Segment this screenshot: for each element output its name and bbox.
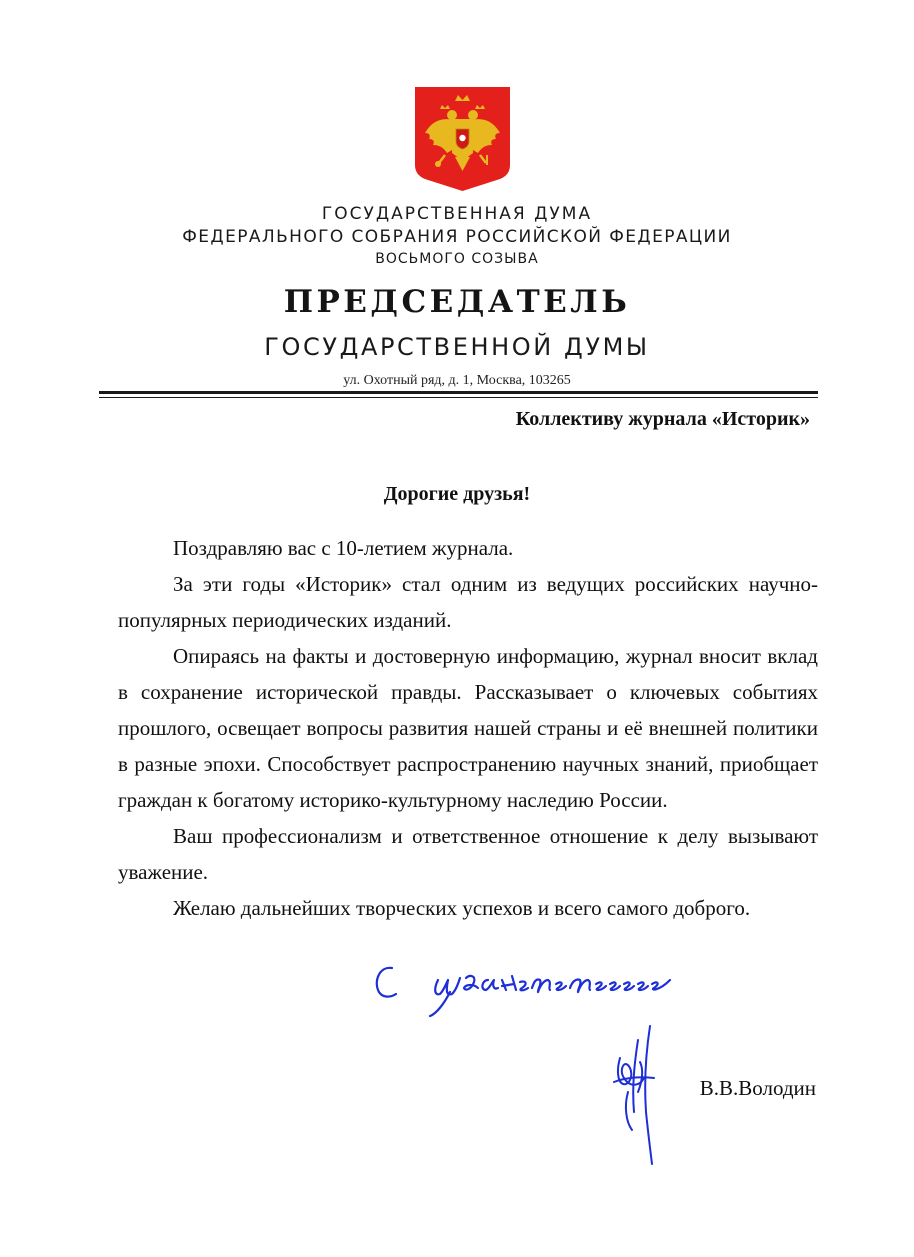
body-paragraph: Желаю дальнейших творческих успехов и всего самого доброго. xyxy=(173,896,751,920)
org-line-1: ГОСУДАРСТВЕННАЯ ДУМА xyxy=(321,204,593,224)
org-line-3: ВОСЬМОГО СОЗЫВА xyxy=(375,251,539,267)
letterhead-divider-thin xyxy=(99,397,818,398)
greeting: Дорогие друзья! xyxy=(383,483,531,505)
letter-body xyxy=(118,530,818,926)
body-paragraph: За эти годы «Историк» стал одним из ведущих российских научно-популярных периодических изданий. xyxy=(118,572,818,632)
handwritten-closing xyxy=(370,958,700,1020)
letterhead-address: ул. Охотный ряд, д. 1, Москва, 103265 xyxy=(343,373,571,388)
letterhead-title: ПРЕДСЕДАТЕЛЬ xyxy=(283,284,631,320)
body-paragraph: Поздравляю вас с 10-летием журнала. xyxy=(173,536,514,560)
letterhead-divider-thick xyxy=(99,391,818,394)
signer-name: В.В.Володин xyxy=(699,1076,816,1100)
recipient-line: Коллективу журнала «Историк» xyxy=(515,408,810,430)
russian-coat-of-arms-icon xyxy=(415,87,510,191)
body-paragraph: Опираясь на факты и достоверную информацию, журнал вносит вклад в сохранение исторической правды. Рассказывает о ключевых событиях прошлого, освещает вопросы развития нашей страны и её внешней политики в разные эпохи. Способствует распространению научных знаний, приобщает граждан к богатому историко-культурному наследию России. xyxy=(118,644,818,812)
body-paragraph: Ваш профессионализм и ответственное отношение к делу вызывают уважение. xyxy=(118,824,818,884)
org-line-2: ФЕДЕРАЛЬНОГО СОБРАНИЯ РОССИЙСКОЙ ФЕДЕРАЦИИ xyxy=(182,227,732,247)
signature-icon xyxy=(610,1022,665,1167)
letterhead-subtitle: ГОСУДАРСТВЕННОЙ ДУМЫ xyxy=(264,333,650,361)
